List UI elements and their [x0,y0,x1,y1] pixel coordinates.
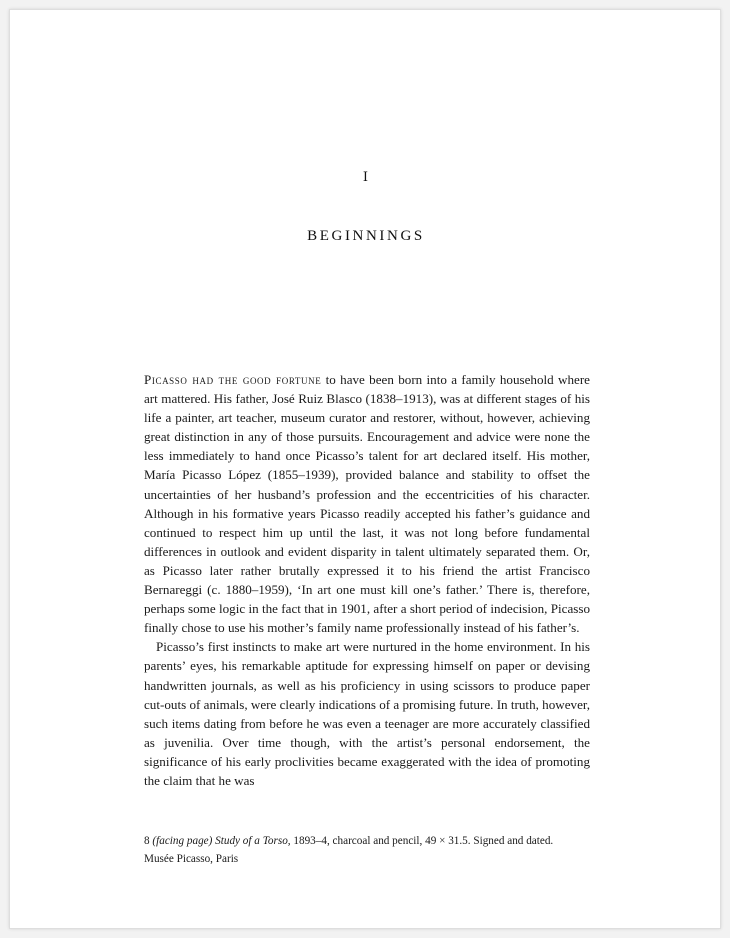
book-page [9,9,721,929]
caption-facing-page: (facing page) [152,835,213,847]
caption-number: 8 [144,835,150,847]
caption-details: 1893–4, charcoal and pencil, 49 × 31.5. Signed and dated. [290,835,554,847]
lead-in-small-caps: Picasso had the good fortune [144,372,322,387]
paragraph-1 [144,370,590,637]
paragraph-2: Picasso’s first instincts to make art were nurtured in the home environment. In his parents’ eyes, his remarkable aptitude for expressing himself on paper or devising handwritten journals, as well as his proficiency in using scissors to produce paper cut-outs of animals, were clearly indications of a promising future. In truth, however, such items dating from before he was even a teenager are more accurately classified as juvenilia. Over time though, with the artist’s personal endorsement, the significance of his early proclivities became exaggerated with the idea of promoting the claim that he was [144,639,590,788]
caption-location: Musée Picasso, Paris [144,852,239,865]
figure-caption [144,833,604,868]
caption-work-title: Study of a Torso, [215,835,291,847]
body-text [144,370,590,790]
chapter-number: I [362,170,370,185]
chapter-title: BEGINNINGS [307,228,425,244]
paragraph-1-text: to have been born into a family household where art mattered. His father, José Ruiz Blasco (1838–1913), was at different stages of his life a painter, art teacher, museum curator and restorer, without, however, achieving great distinction in any of those pursuits. Encouragement and advice were none the less immediately to hand once Picasso’s talent for art declared itself. His mother, María Picasso López (1855–1939), provided balance and stability to offset the uncertainties of her husband’s profession and the eccentricities of his character. Although in his formative years Picasso readily accepted his father’s guidance and continued to respect him up until the last, it was not long before fundamental differences in outlook and evident disparity in talent ultimately separated them. Or, as Picasso later rather brutally expressed it to his friend the artist Francisco Bernareggi (c. 1880–1959), ‘In art one must kill one’s father.’ There is, therefore, perhaps some logic in the fact that in 1901, after a short period of indecision, Picasso finally chose to use his mother’s family name professionally instead of his father’s. [144,372,590,636]
